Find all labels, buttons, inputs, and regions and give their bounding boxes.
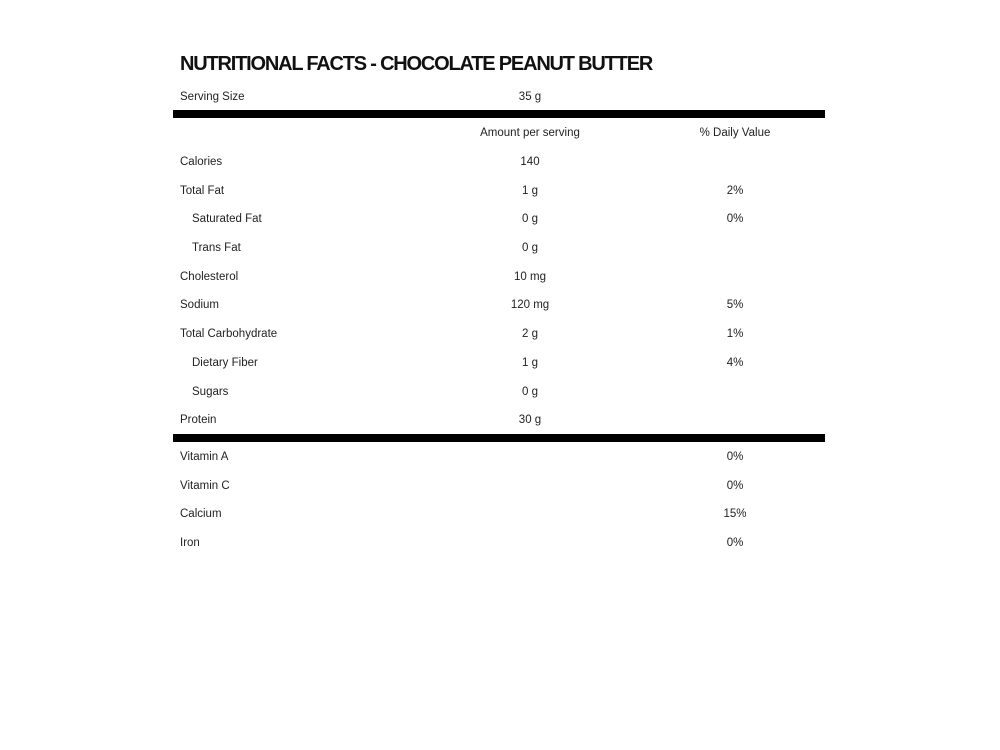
nutrient-daily-value: 4% [726, 357, 744, 369]
nutrient-row-protein [173, 410, 825, 430]
nutrient-name: Trans Fat [192, 242, 241, 254]
serving-size-row [173, 87, 825, 107]
thick-divider-bottom [173, 434, 825, 442]
nutrient-row-dietary-fiber [173, 353, 825, 373]
vitamin-row-iron [173, 533, 825, 553]
nutrient-amount: 1 g [522, 185, 538, 197]
amount-column-header: Amount per serving [480, 127, 580, 139]
nutrient-daily-value: 1% [726, 328, 744, 340]
vitamin-name: Vitamin C [180, 480, 230, 492]
nutrient-name: Dietary Fiber [192, 357, 258, 369]
nutrient-amount: 0 g [522, 242, 538, 254]
thick-divider-top [173, 110, 825, 118]
page-title: NUTRITIONAL FACTS - CHOCOLATE PEANUT BUTTER [180, 53, 653, 75]
nutrient-name: Total Carbohydrate [180, 328, 278, 340]
nutrient-amount: 140 [520, 156, 540, 168]
nutrient-daily-value: 0% [726, 213, 744, 225]
nutrient-row-total-fat [173, 181, 825, 201]
column-header-row [173, 123, 825, 143]
nutrient-amount: 30 g [518, 414, 542, 426]
daily-value-column-header: % Daily Value [699, 127, 771, 139]
serving-size-label: Serving Size [180, 91, 245, 103]
nutrient-name: Saturated Fat [192, 213, 262, 225]
vitamin-name: Iron [180, 537, 200, 549]
nutrient-daily-value: 5% [726, 299, 744, 311]
nutrient-name: Cholesterol [180, 271, 239, 283]
nutrient-name: Calories [180, 156, 223, 168]
nutrient-row-calories [173, 152, 825, 172]
vitamin-row-vitamin-c [173, 476, 825, 496]
nutrient-name: Sugars [192, 386, 229, 398]
vitamin-daily-value: 0% [726, 451, 744, 463]
serving-size-value: 35 g [518, 91, 542, 103]
nutrient-daily-value: 2% [726, 185, 744, 197]
nutrient-name: Sodium [180, 299, 219, 311]
vitamin-daily-value: 0% [726, 480, 744, 492]
nutrient-row-sodium [173, 295, 825, 315]
vitamin-name: Vitamin A [180, 451, 229, 463]
nutrient-amount: 1 g [522, 357, 538, 369]
vitamin-row-calcium [173, 504, 825, 524]
vitamin-daily-value: 0% [726, 537, 744, 549]
vitamin-daily-value: 15% [723, 508, 747, 520]
nutrient-amount: 10 mg [514, 271, 546, 283]
nutrient-amount: 2 g [522, 328, 538, 340]
vitamin-name: Calcium [180, 508, 222, 520]
nutrient-row-saturated-fat [173, 209, 825, 229]
nutrient-amount: 120 mg [510, 299, 550, 311]
vitamin-row-vitamin-a [173, 447, 825, 467]
nutrient-amount: 0 g [522, 213, 538, 225]
nutrient-row-trans-fat [173, 238, 825, 258]
nutrient-row-cholesterol [173, 267, 825, 287]
nutrient-row-total-carbohydrate [173, 324, 825, 344]
nutrient-amount: 0 g [522, 386, 538, 398]
nutrient-name: Total Fat [180, 185, 225, 197]
nutrient-name: Protein [180, 414, 217, 426]
nutrient-row-sugars [173, 382, 825, 402]
